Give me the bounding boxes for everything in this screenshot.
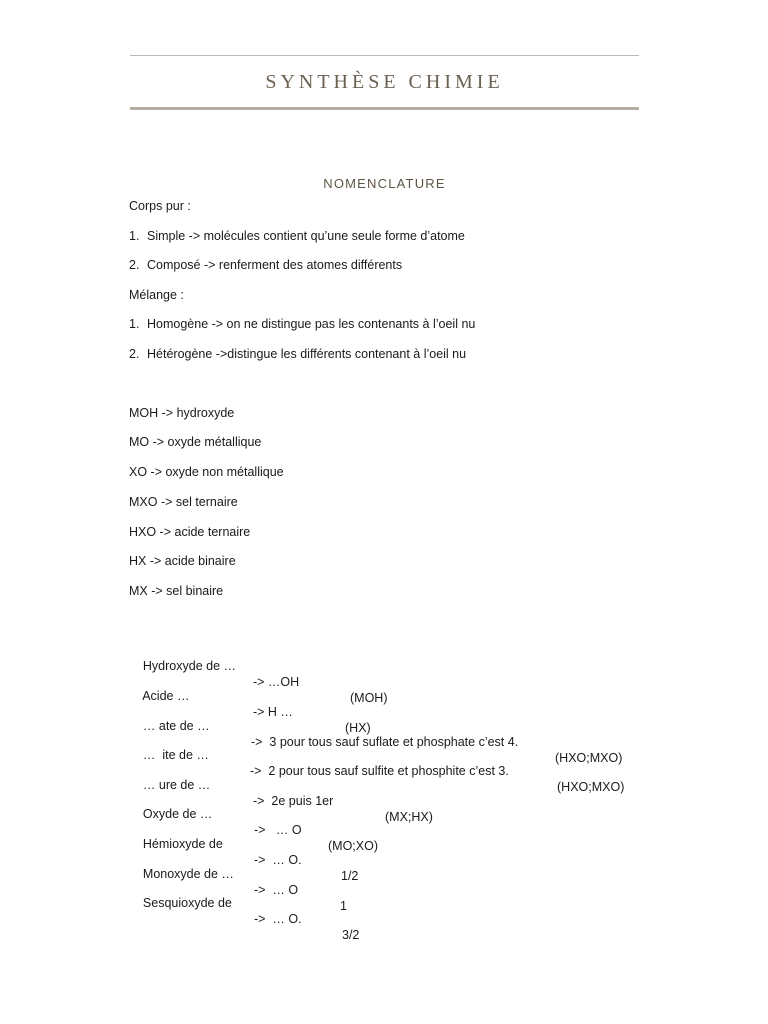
list-text: Composé -> renferment des atomes différents [147, 258, 403, 272]
rule-arrow: -> H … [253, 705, 293, 719]
rule-name: Oxyde de … [142, 807, 213, 821]
list-text: Hétérogène ->distingue les différents contenant à l’oeil nu [147, 347, 467, 361]
list-number: 2. [129, 258, 140, 272]
formula-line: MOH -> hydroxyde [129, 406, 235, 420]
rule-arrow: -> … O. [254, 853, 302, 867]
section-heading: NOMENCLATURE [323, 176, 446, 191]
formula-line: MO -> oxyde métallique [129, 435, 262, 449]
list-number: 1. [129, 229, 140, 243]
formula-line: XO -> oxyde non métallique [129, 465, 284, 479]
header-bottom-rule [130, 107, 639, 110]
rule-arrow: -> … O [254, 823, 302, 837]
header-top-rule [130, 55, 639, 56]
list-item [129, 316, 475, 332]
formula-line: HXO -> acide ternaire [129, 525, 251, 539]
corps-pur-label: Corps pur : [129, 199, 191, 213]
rule-name: Hémioxyde de [142, 837, 223, 851]
rule-arrow: -> 3 pour tous sauf suflate et phosphate c’est 4. [251, 735, 519, 749]
rule-name: Hydroxyde de … [142, 659, 237, 673]
rule-note: (MOH) [350, 691, 388, 705]
formula-line: MXO -> sel ternaire [129, 495, 238, 509]
rule-note: 1/2 [341, 869, 359, 883]
rule-arrow: -> …OH [253, 675, 300, 689]
rule-name: … ure de … [142, 778, 211, 792]
naming-rule-row [129, 879, 360, 959]
rule-note: (MO;XO) [328, 839, 378, 853]
rule-note: (HXO;MXO) [557, 780, 625, 794]
list-number: 1. [129, 317, 140, 331]
rule-note: (HXO;MXO) [555, 751, 623, 765]
document-title: SYNTHÈSE CHIMIE [265, 71, 504, 93]
rule-arrow: -> … O. [254, 912, 302, 926]
rule-name: … ate de … [142, 719, 210, 733]
rule-note: 1 [340, 899, 347, 913]
melange-label: Mélange : [129, 288, 184, 302]
rule-name: Sesquioxyde de [142, 896, 232, 910]
rule-note: (MX;HX) [385, 810, 433, 824]
rule-arrow: -> 2 pour tous sauf sulfite et phosphite c’est 3. [250, 764, 509, 778]
list-text: Simple -> molécules contient qu’une seule forme d’atome [147, 229, 465, 243]
list-text: Homogène -> on ne distingue pas les contenants à l’oeil nu [147, 317, 476, 331]
list-number: 2. [129, 347, 140, 361]
rule-arrow: -> 2e puis 1er [253, 794, 334, 808]
rule-arrow: -> … O [254, 883, 299, 897]
formula-line: HX -> acide binaire [129, 554, 236, 568]
rule-name: Monoxyde de … [142, 867, 234, 881]
list-item [129, 346, 466, 362]
formula-line: MX -> sel binaire [129, 584, 224, 598]
list-item [129, 257, 402, 273]
rule-name: … ite de … [142, 748, 209, 762]
rule-name: Acide … [142, 689, 190, 703]
rule-note: (HX) [345, 721, 371, 735]
list-item [129, 228, 465, 244]
rule-note: 3/2 [342, 928, 360, 942]
